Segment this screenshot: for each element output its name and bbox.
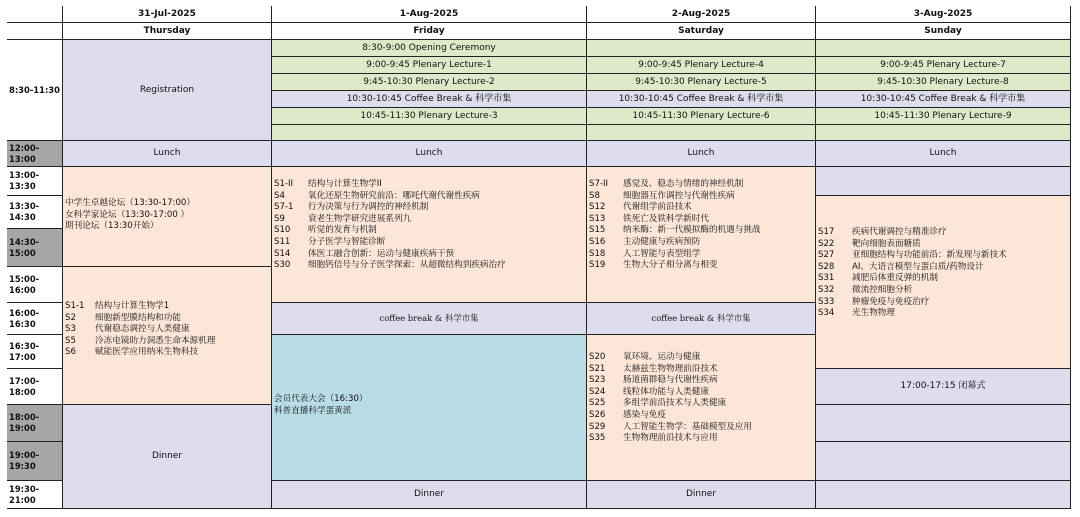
session-row: S12 代谢组学前沿技术	[589, 202, 692, 213]
session-row: S23 肠道菌群稳与代谢性疾病	[589, 375, 718, 386]
session-row: S30 细胞钙信号与分子医学探索：从超微结构到疾病治疗	[274, 260, 506, 271]
fri-coffee: 10:30-10:45 Coffee Break & 科学市集	[272, 91, 587, 108]
time-0830: 8:30-11:30	[7, 40, 63, 141]
session-row: S5 冷冻电镜助力洞悉生命本源机理	[65, 335, 216, 346]
forum-item: 期刊论坛（13:30开始）	[65, 221, 159, 232]
fri-plenary-1: 9:00-9:45 Plenary Lecture-1	[272, 57, 587, 74]
session-row: S24 线粒体功能与人类健康	[589, 386, 709, 397]
session-row: S13 铁死亡及铁科学新时代	[589, 213, 709, 224]
thu-dinner: Dinner	[63, 405, 272, 509]
time-1200: 12:00-13:00	[7, 141, 63, 167]
date-saturday: 2-Aug-2025	[587, 6, 816, 23]
sun-sessions	[816, 196, 1071, 369]
session-row: S22 靶向细胞表面糖质	[818, 238, 921, 249]
fri-dinner: Dinner	[272, 481, 587, 509]
forum-item: 女科学家论坛（13:30-17:00 ）	[65, 209, 190, 220]
date-thursday: 31-Jul-2025	[63, 6, 272, 23]
session-row: S2 细胞新型膜结构和功能	[65, 312, 181, 323]
assembly-item: 会员代表大会（16:30）	[274, 394, 368, 404]
sun-blank-1800	[816, 405, 1071, 442]
session-row: S15 纳米酶：新一代模拟酶的机遇与挑战	[589, 225, 761, 236]
time-1630: 16:30-17:00	[7, 335, 63, 369]
time-1330: 13:30-14:30	[7, 196, 63, 229]
sat-sessions-a	[587, 167, 816, 303]
fri-assembly	[272, 335, 587, 481]
session-row: S25 多组学前沿技术与人类健康	[589, 398, 727, 409]
date-sunday: 3-Aug-2025	[816, 6, 1071, 23]
sat-dinner: Dinner	[587, 481, 816, 509]
sun-blank-1900	[816, 442, 1071, 481]
sun-plenary-9: 10:45-11:30 Plenary Lecture-9	[816, 108, 1071, 125]
thu-lunch: Lunch	[63, 141, 272, 167]
fri-blank	[272, 125, 587, 141]
fri-coffee-break: coffee break & 科学市集	[272, 303, 587, 335]
session-row: S1-II 结构与计算生物学II	[274, 179, 382, 189]
session-row: S7-1 行为决策与行为调控的神经机制	[274, 202, 429, 213]
session-row: S10 听觉的发育与机制	[274, 225, 377, 236]
session-row: S35 生物物理前沿技术与应用	[589, 433, 718, 444]
sun-closing: 17:00-17:15 闭幕式	[816, 369, 1071, 405]
corner-cell	[7, 6, 63, 23]
session-row: S27 亚细胞结构与功能前沿：新发现与新技术	[818, 250, 1007, 261]
time-1430: 14:30-15:00	[7, 229, 63, 267]
sun-blank	[816, 125, 1071, 141]
date-friday: 1-Aug-2025	[272, 6, 587, 23]
session-row: S20 氧环境、运动与健康	[589, 352, 701, 362]
sat-coffee-break: coffee break & 科学市集	[587, 303, 816, 335]
session-row: S28 AI、大语言模型与蛋白质/药物设计	[818, 261, 984, 272]
forum-item: 中学生卓越论坛（13:30-17:00）	[65, 198, 195, 208]
sun-plenary-7: 9:00-9:45 Plenary Lecture-7	[816, 57, 1071, 74]
sat-plenary-5: 9:45-10:30 Plenary Lecture-5	[587, 74, 816, 91]
time-1600: 16:00-16:30	[7, 303, 63, 335]
sun-blank-top	[816, 40, 1071, 57]
session-row: S34 光生物物理	[818, 308, 895, 319]
session-row: S6 赋能医学应用纳米生物科技	[65, 347, 199, 358]
sat-blank	[587, 125, 816, 141]
sun-blank-1930	[816, 481, 1071, 509]
session-row: S18 人工智能与表型组学	[589, 248, 701, 259]
sun-lunch: Lunch	[816, 141, 1071, 167]
sun-coffee: 10:30-10:45 Coffee Break & 科学市集	[816, 91, 1071, 108]
sat-plenary-4: 9:00-9:45 Plenary Lecture-4	[587, 57, 816, 74]
fri-sessions	[272, 167, 587, 303]
session-row: S31 减肥后体重反弹的机制	[818, 273, 938, 284]
sat-blank-top	[587, 40, 816, 57]
sat-coffee: 10:30-10:45 Coffee Break & 科学市集	[587, 91, 816, 108]
time-1930: 19:30-21:00	[7, 481, 63, 509]
session-row: S14 体医工融合创新：运动与健康疾病干预	[274, 248, 455, 259]
session-row: S26 感染与免疫	[589, 409, 666, 420]
corner-cell-2	[7, 23, 63, 40]
thu-sessions	[63, 267, 272, 405]
fri-opening: 8:30-9:00 Opening Ceremony	[272, 40, 587, 57]
session-row: S3 代谢稳态调控与人类健康	[65, 324, 190, 335]
time-1500: 15:00-16:00	[7, 267, 63, 303]
fri-plenary-3: 10:45-11:30 Plenary Lecture-3	[272, 108, 587, 125]
assembly-item: 科普直播科学蛋黄派	[274, 405, 352, 416]
session-row: S33 肿瘤免疫与免疫治疗	[818, 296, 930, 307]
session-row: S29 人工智能生物学：基础模型及应用	[589, 421, 752, 432]
session-row: S8 细胞器互作调控与代谢性疾病	[589, 190, 735, 201]
time-1300: 13:00-13:30	[7, 167, 63, 196]
thu-forums	[63, 167, 272, 267]
sun-plenary-8: 9:45-10:30 Plenary Lecture-8	[816, 74, 1071, 91]
weekday-thursday: Thursday	[63, 23, 272, 40]
time-1900: 19:00-19:30	[7, 442, 63, 481]
session-row: S9 衰老生物学研究进展系列九	[274, 213, 412, 224]
sun-blank-1300	[816, 167, 1071, 196]
time-1800: 18:00-19:00	[7, 405, 63, 442]
sat-plenary-6: 10:45-11:30 Plenary Lecture-6	[587, 108, 816, 125]
sat-lunch: Lunch	[587, 141, 816, 167]
time-1700: 17:00-18:00	[7, 369, 63, 405]
session-row: S7-II 感觉及、稳态与情绪的神经机制	[589, 179, 744, 189]
session-row: S1-1 结构与计算生物学1	[65, 301, 170, 311]
session-row: S16 主动健康与疾病预防	[589, 236, 701, 247]
weekday-saturday: Saturday	[587, 23, 816, 40]
session-row: S17 疾病代谢调控与精准诊疗	[818, 227, 947, 237]
thu-registration: Registration	[63, 40, 272, 141]
session-row: S21 太赫兹生物物理前沿技术	[589, 363, 718, 374]
sat-sessions-b	[587, 335, 816, 481]
fri-lunch: Lunch	[272, 141, 587, 167]
session-row: S11 分子医学与智能诊断	[274, 236, 386, 247]
weekday-sunday: Sunday	[816, 23, 1071, 40]
weekday-friday: Friday	[272, 23, 587, 40]
session-row: S4 氧化还原生物研究前沿：哪吒代谢代谢性疾病	[274, 190, 480, 201]
fri-plenary-2: 9:45-10:30 Plenary Lecture-2	[272, 74, 587, 91]
session-row: S32 微流控细胞分析	[818, 284, 913, 295]
session-row: S19 生物大分子相分离与相变	[589, 260, 718, 271]
